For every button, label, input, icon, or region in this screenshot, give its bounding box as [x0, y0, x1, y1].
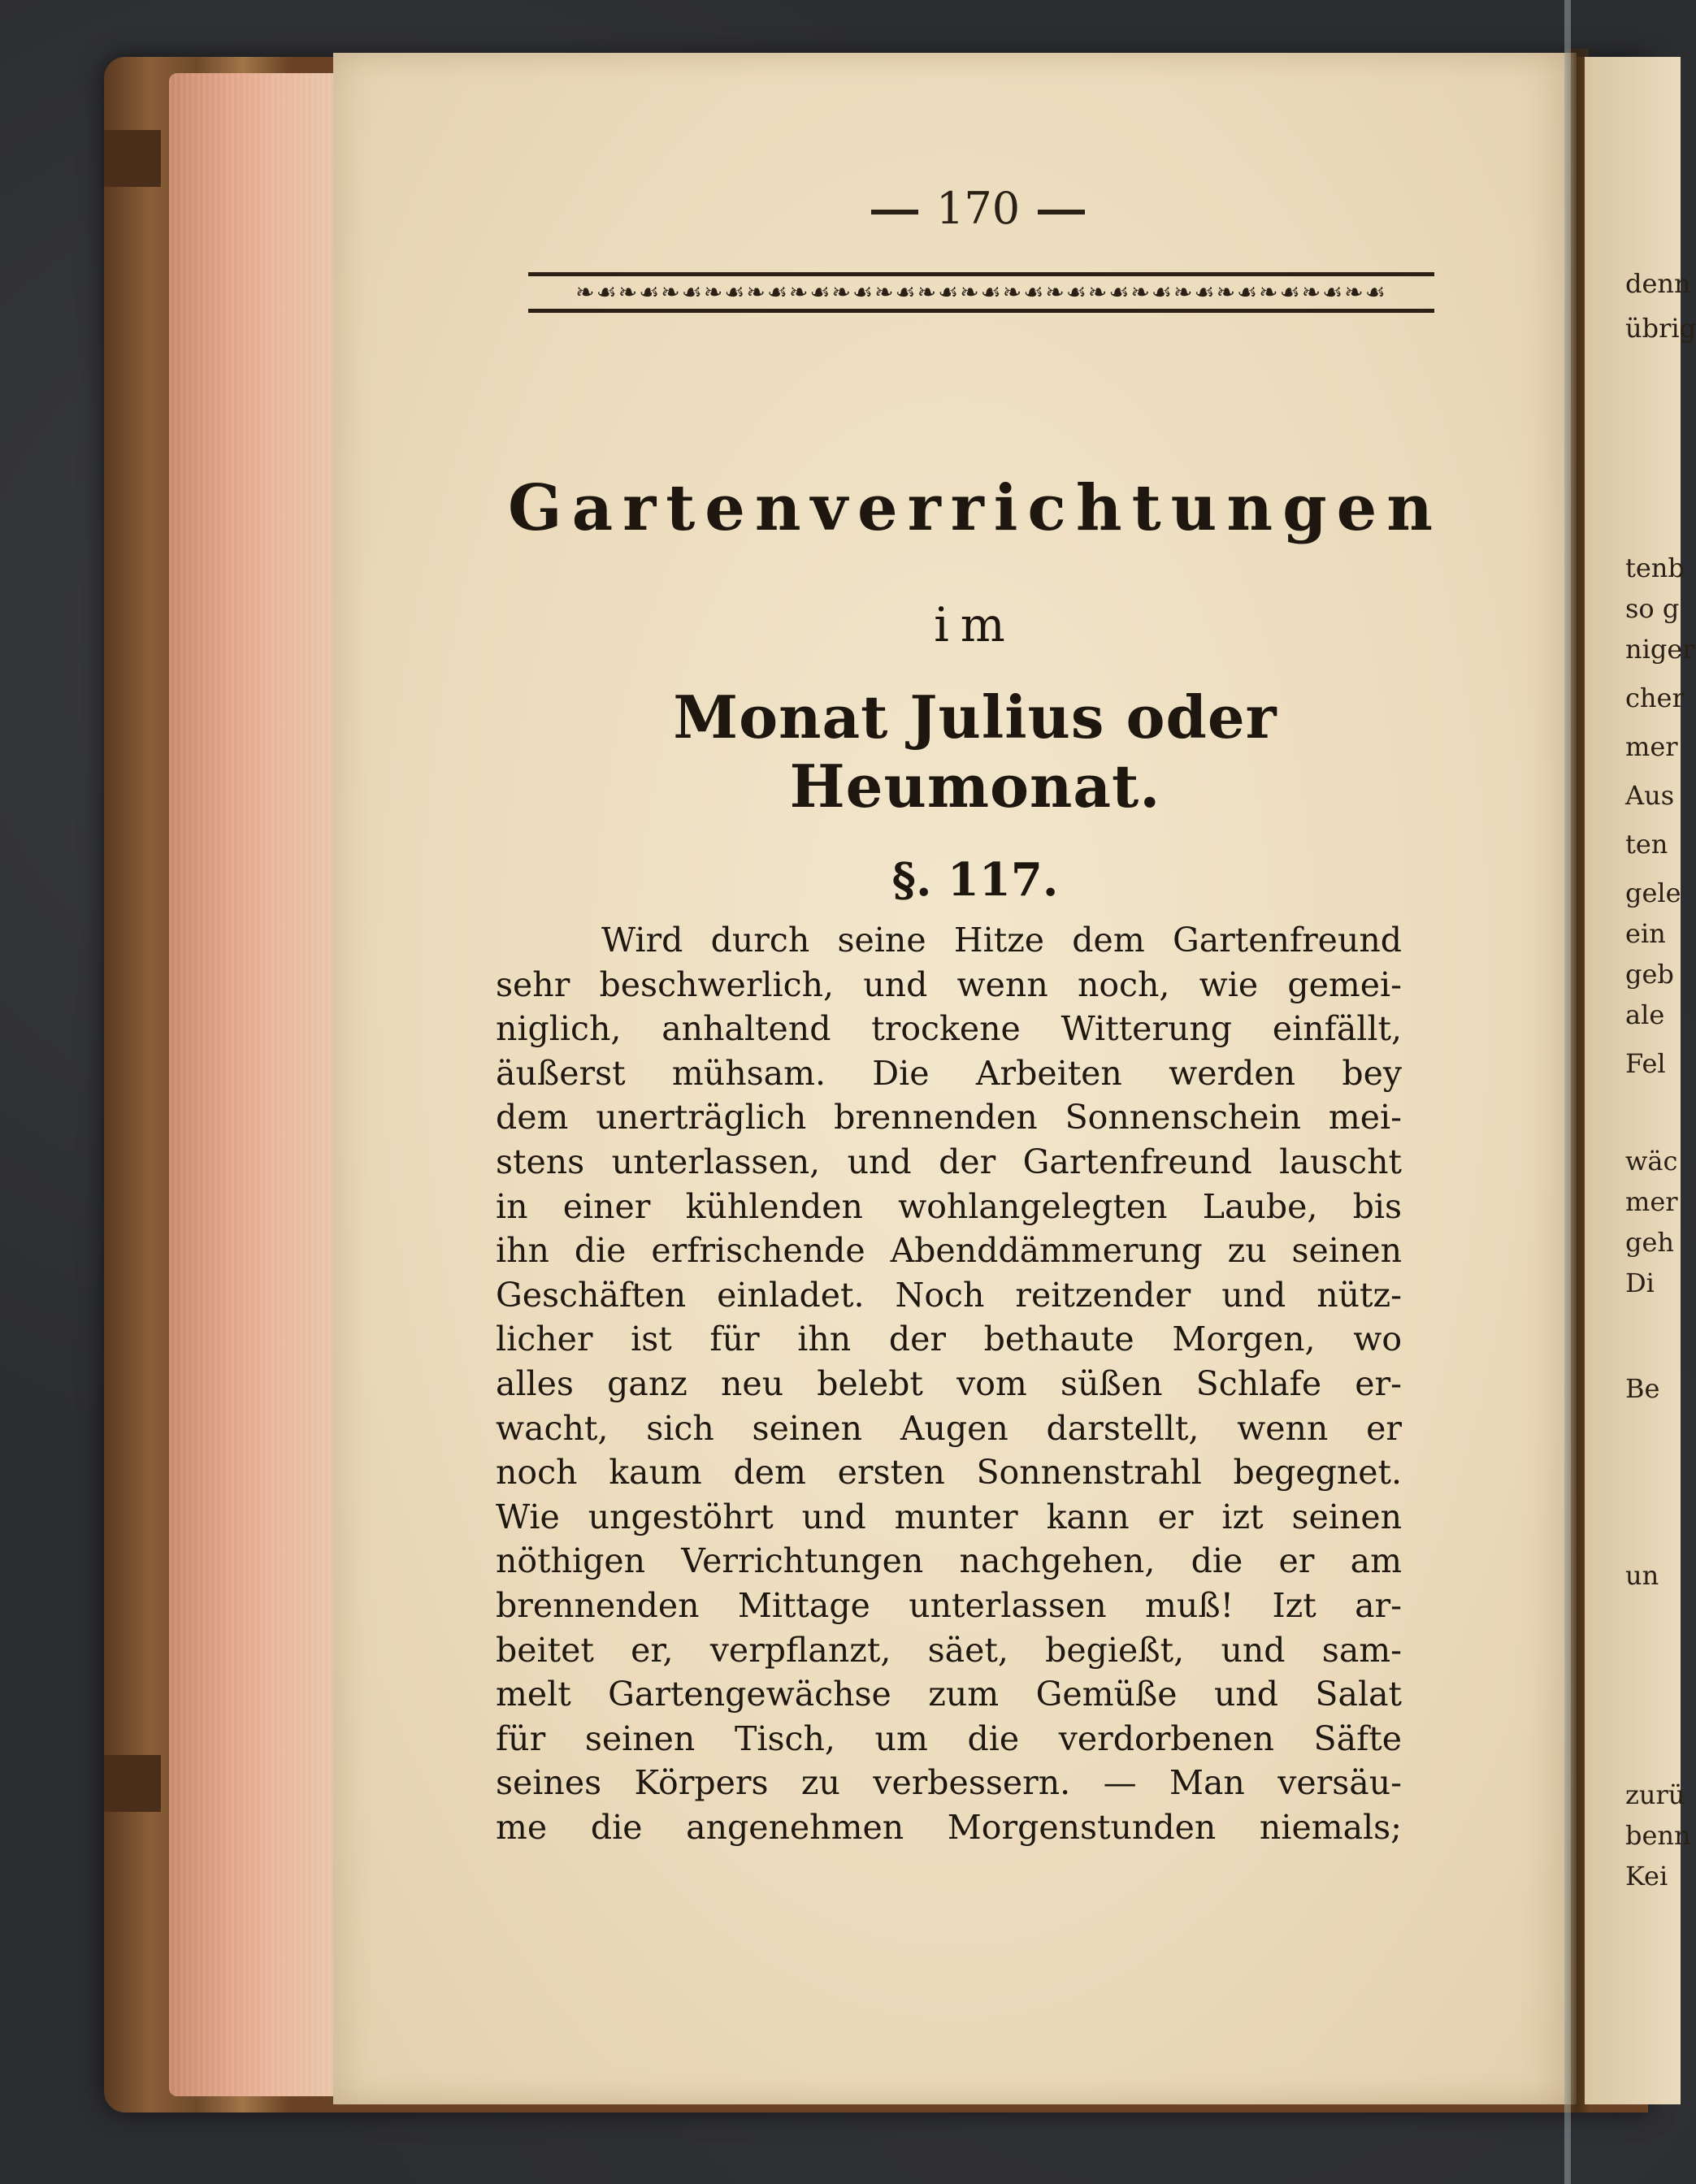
page-number-value: 170: [936, 183, 1021, 234]
text-line: alles ganz neu belebt vom süßen Schlafe er-: [496, 1363, 1402, 1403]
right-page-fragment: so g: [1625, 593, 1680, 624]
right-page-fragment: tenb: [1625, 552, 1685, 583]
right-page-fragment: mer: [1625, 1186, 1678, 1217]
right-page-fragment: Kei: [1625, 1861, 1668, 1892]
right-page-fragment: Be: [1625, 1373, 1660, 1404]
right-page-fragment: ale: [1625, 999, 1665, 1030]
text-line: melt Gartengewächse zum Gemüße und Salat: [496, 1675, 1402, 1714]
right-page-fragment: mer: [1625, 731, 1678, 762]
dash-ornament: [1038, 210, 1085, 214]
glass-glare: [1564, 0, 1571, 2184]
right-page-fragment: ein: [1625, 918, 1666, 949]
text-line: Wie ungestöhrt und munter kann er izt seinen: [496, 1497, 1402, 1536]
right-page-fragment: Di: [1625, 1268, 1655, 1298]
right-page-fragment: gele: [1625, 878, 1681, 908]
right-page-fragment: übrig: [1625, 313, 1696, 344]
right-page-fragment: wäc: [1625, 1146, 1678, 1176]
right-page-fragment: geh: [1625, 1227, 1675, 1258]
right-page-fragment: zurü: [1625, 1779, 1685, 1810]
text-line: sehr beschwerlich, und wenn noch, wie gemei-: [496, 964, 1402, 1004]
text-line: ihn die erfrischende Abenddämmerung zu seinen: [496, 1231, 1402, 1271]
text-line: dem unerträglich brennenden Sonnenschein mei-: [496, 1098, 1402, 1138]
section-number: §. 117.: [891, 853, 1059, 907]
right-page-fragment: Aus: [1625, 780, 1675, 811]
text-line: äußerst mühsam. Die Arbeiten werden bey: [496, 1053, 1402, 1093]
spine-band: [104, 1755, 161, 1812]
chapter-title: Gartenverrichtungen: [508, 471, 1442, 545]
dash-ornament: [871, 210, 918, 214]
text-line: beitet er, verpflanzt, säet, begießt, und sam-: [496, 1630, 1402, 1670]
page-number: [853, 183, 1103, 234]
spine-band: [104, 130, 161, 187]
right-page-fragment: niger: [1625, 634, 1695, 665]
text-line: in einer kühlenden wohlangelegten Laube, bis: [496, 1186, 1402, 1226]
text-line: stens unterlassen, und der Gartenfreund lauscht: [496, 1142, 1402, 1181]
right-page-fragment: geb: [1625, 959, 1674, 990]
text-line: noch kaum dem ersten Sonnenstrahl begegnet.: [496, 1453, 1402, 1493]
text-line: brennenden Mittage unterlassen muß! Izt ar-: [496, 1585, 1402, 1625]
ornamental-rule: ❧☙❧☙❧☙❧☙❧☙❧☙❧☙❧☙❧☙❧☙❧☙❧☙❧☙❧☙❧☙❧☙❧☙❧☙❧☙: [528, 272, 1434, 313]
right-page-fragment: un: [1625, 1560, 1659, 1591]
title-connector: im: [934, 597, 1017, 652]
text-line: licher ist für ihn der bethaute Morgen, wo: [496, 1320, 1402, 1359]
right-page-fragment: benn: [1625, 1820, 1691, 1851]
text-line: für seinen Tisch, um die verdorbenen Säfte: [496, 1718, 1402, 1758]
text-line: me die angenehmen Morgenstunden niemals;: [496, 1807, 1402, 1847]
text-line: Geschäften einladet. Noch reitzender und nütz-: [496, 1275, 1402, 1315]
text-line: wacht, sich seinen Augen darstellt, wenn er: [496, 1408, 1402, 1448]
right-page-fragment: ten: [1625, 829, 1668, 860]
right-page-fragment: denn: [1625, 268, 1691, 299]
page-edges: [169, 73, 340, 2096]
chapter-subtitle: Monat Julius oder Heumonat.: [673, 682, 1277, 821]
text-line: niglich, anhaltend trockene Witterung einfällt,: [496, 1009, 1402, 1049]
text-line: Wird durch seine Hitze dem Gartenfreund: [601, 921, 1402, 960]
text-line: seines Körpers zu verbessern. — Man versäu-: [496, 1763, 1402, 1803]
text-line: nöthigen Verrichtungen nachgehen, die er am: [496, 1541, 1402, 1581]
body-text: [496, 918, 1402, 1849]
right-page-fragment: cher: [1625, 682, 1685, 713]
right-page-fragment: Fel: [1625, 1048, 1666, 1079]
